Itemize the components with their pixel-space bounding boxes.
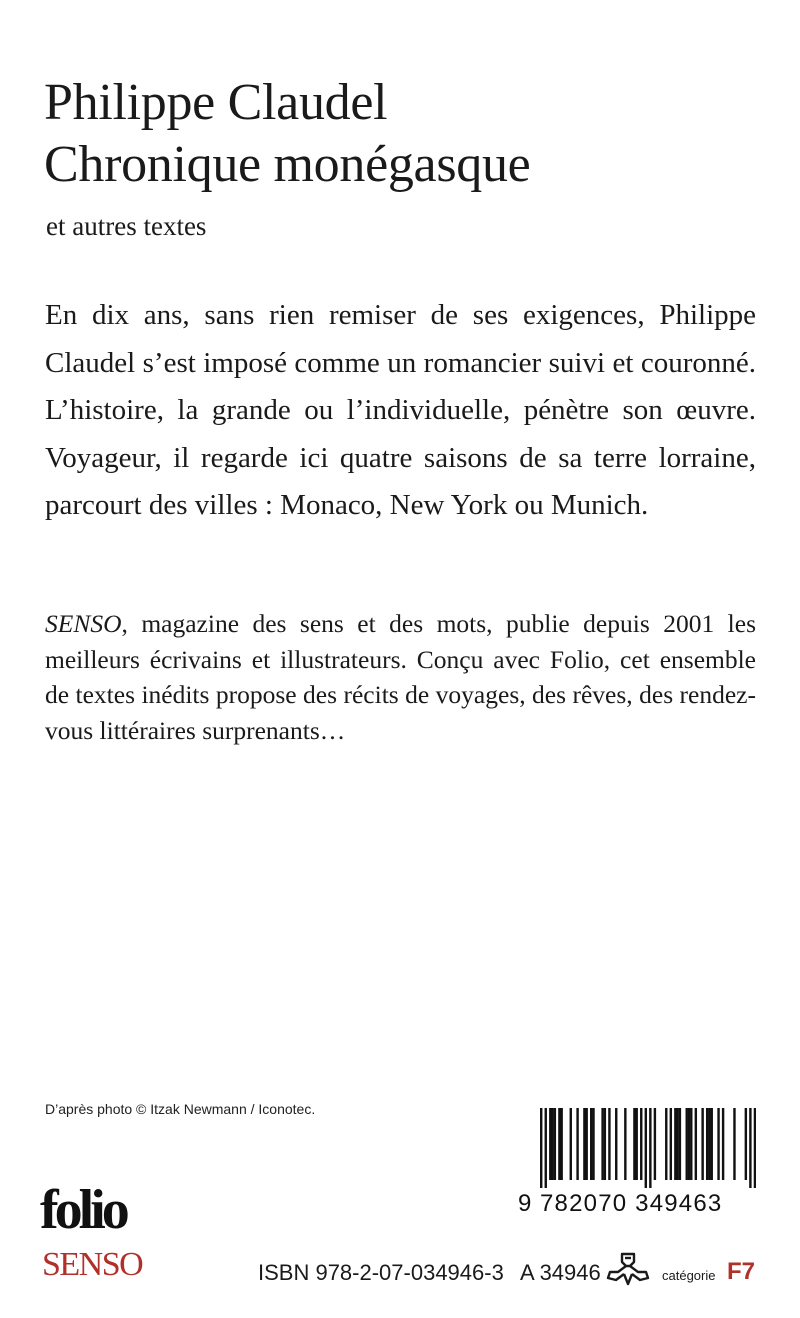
barcode-bar — [585, 1108, 587, 1180]
book-subtitle: et autres textes — [46, 211, 207, 241]
barcode-bar — [649, 1108, 651, 1188]
barcode-bar — [711, 1108, 713, 1180]
barcode-bar — [665, 1108, 667, 1180]
barcode-bar — [540, 1108, 542, 1188]
barcode-bar — [690, 1108, 692, 1180]
barcode — [518, 1108, 756, 1220]
barcode-bar — [676, 1108, 678, 1180]
barcode-bar — [645, 1108, 647, 1188]
back-cover-blurb: En dix ans, sans rien remiser de ses exigences, Philippe Claudel s’est imposé comme un romancier suivi et couronné. L’histoire, la grande ou l’individuelle, pénètre son œuvre. Voyageur, il regarde ici quatre saisons de sa terre lorraine, parcourt des villes : Monaco, New York ou Munich. — [45, 299, 756, 521]
barcode-bar — [674, 1108, 676, 1180]
barcode-bar — [635, 1108, 637, 1180]
barcode-bar — [583, 1108, 585, 1180]
senso-description — [45, 606, 756, 748]
tripod-ornament-icon — [604, 1250, 652, 1288]
barcode-bars — [540, 1108, 756, 1188]
barcode-bar — [722, 1108, 724, 1180]
barcode-bar — [615, 1108, 617, 1180]
barcode-bar — [592, 1108, 594, 1180]
senso-description-text: , magazine des sens et des mots, publie depuis 2001 les meilleurs écrivains et illustrateurs. Conçu avec Folio, cet ensemble de textes inédits propose des récits de voyages, des rêves, des rendez-vous littéraires surprenants… — [45, 609, 756, 745]
barcode-bar — [706, 1108, 708, 1180]
barcode-bar — [686, 1108, 688, 1180]
category-label: catégorie — [662, 1268, 716, 1283]
barcode-digits — [518, 1190, 756, 1218]
barcode-bar — [708, 1108, 710, 1180]
barcode-bar — [695, 1108, 697, 1180]
barcode-bar — [679, 1108, 681, 1180]
barcode-bar — [560, 1108, 562, 1180]
barcode-bar — [590, 1108, 592, 1180]
barcode-bar — [745, 1108, 747, 1180]
barcode-digit-groups: 782070 349463 — [540, 1190, 723, 1217]
author-name: Philippe Claudel — [44, 74, 388, 131]
barcode-bar — [545, 1108, 547, 1188]
folio-logo: folio — [40, 1179, 126, 1241]
barcode-bar — [749, 1108, 751, 1188]
book-title: Chronique monégasque — [44, 136, 531, 193]
barcode-bar — [688, 1108, 690, 1180]
barcode-bar — [754, 1108, 756, 1188]
barcode-bar — [633, 1108, 635, 1180]
photo-credit: D’après photo © Itzak Newmann / Iconotec. — [45, 1101, 316, 1117]
barcode-bar — [558, 1108, 560, 1180]
category-code: F7 — [727, 1258, 756, 1285]
magazine-name: SENSO — [45, 609, 122, 638]
barcode-bar — [624, 1108, 626, 1180]
senso-logo: SENSO — [42, 1246, 143, 1283]
barcode-bar — [576, 1108, 578, 1180]
barcode-bar — [654, 1108, 656, 1180]
barcode-bar — [549, 1108, 551, 1180]
catalog-code: A 34946 — [520, 1260, 601, 1285]
barcode-bar — [601, 1108, 603, 1180]
barcode-bar — [554, 1108, 556, 1180]
barcode-bar — [640, 1108, 642, 1180]
isbn-number: ISBN 978-2-07-034946-3 — [258, 1260, 504, 1285]
barcode-bar — [701, 1108, 703, 1180]
barcode-bar — [670, 1108, 672, 1180]
barcode-bar — [604, 1108, 606, 1180]
barcode-bar — [733, 1108, 735, 1180]
barcode-bar — [570, 1108, 572, 1180]
barcode-bar — [608, 1108, 610, 1180]
barcode-bar — [717, 1108, 719, 1180]
barcode-bar — [551, 1108, 553, 1180]
barcode-first-digit: 9 — [518, 1190, 533, 1217]
